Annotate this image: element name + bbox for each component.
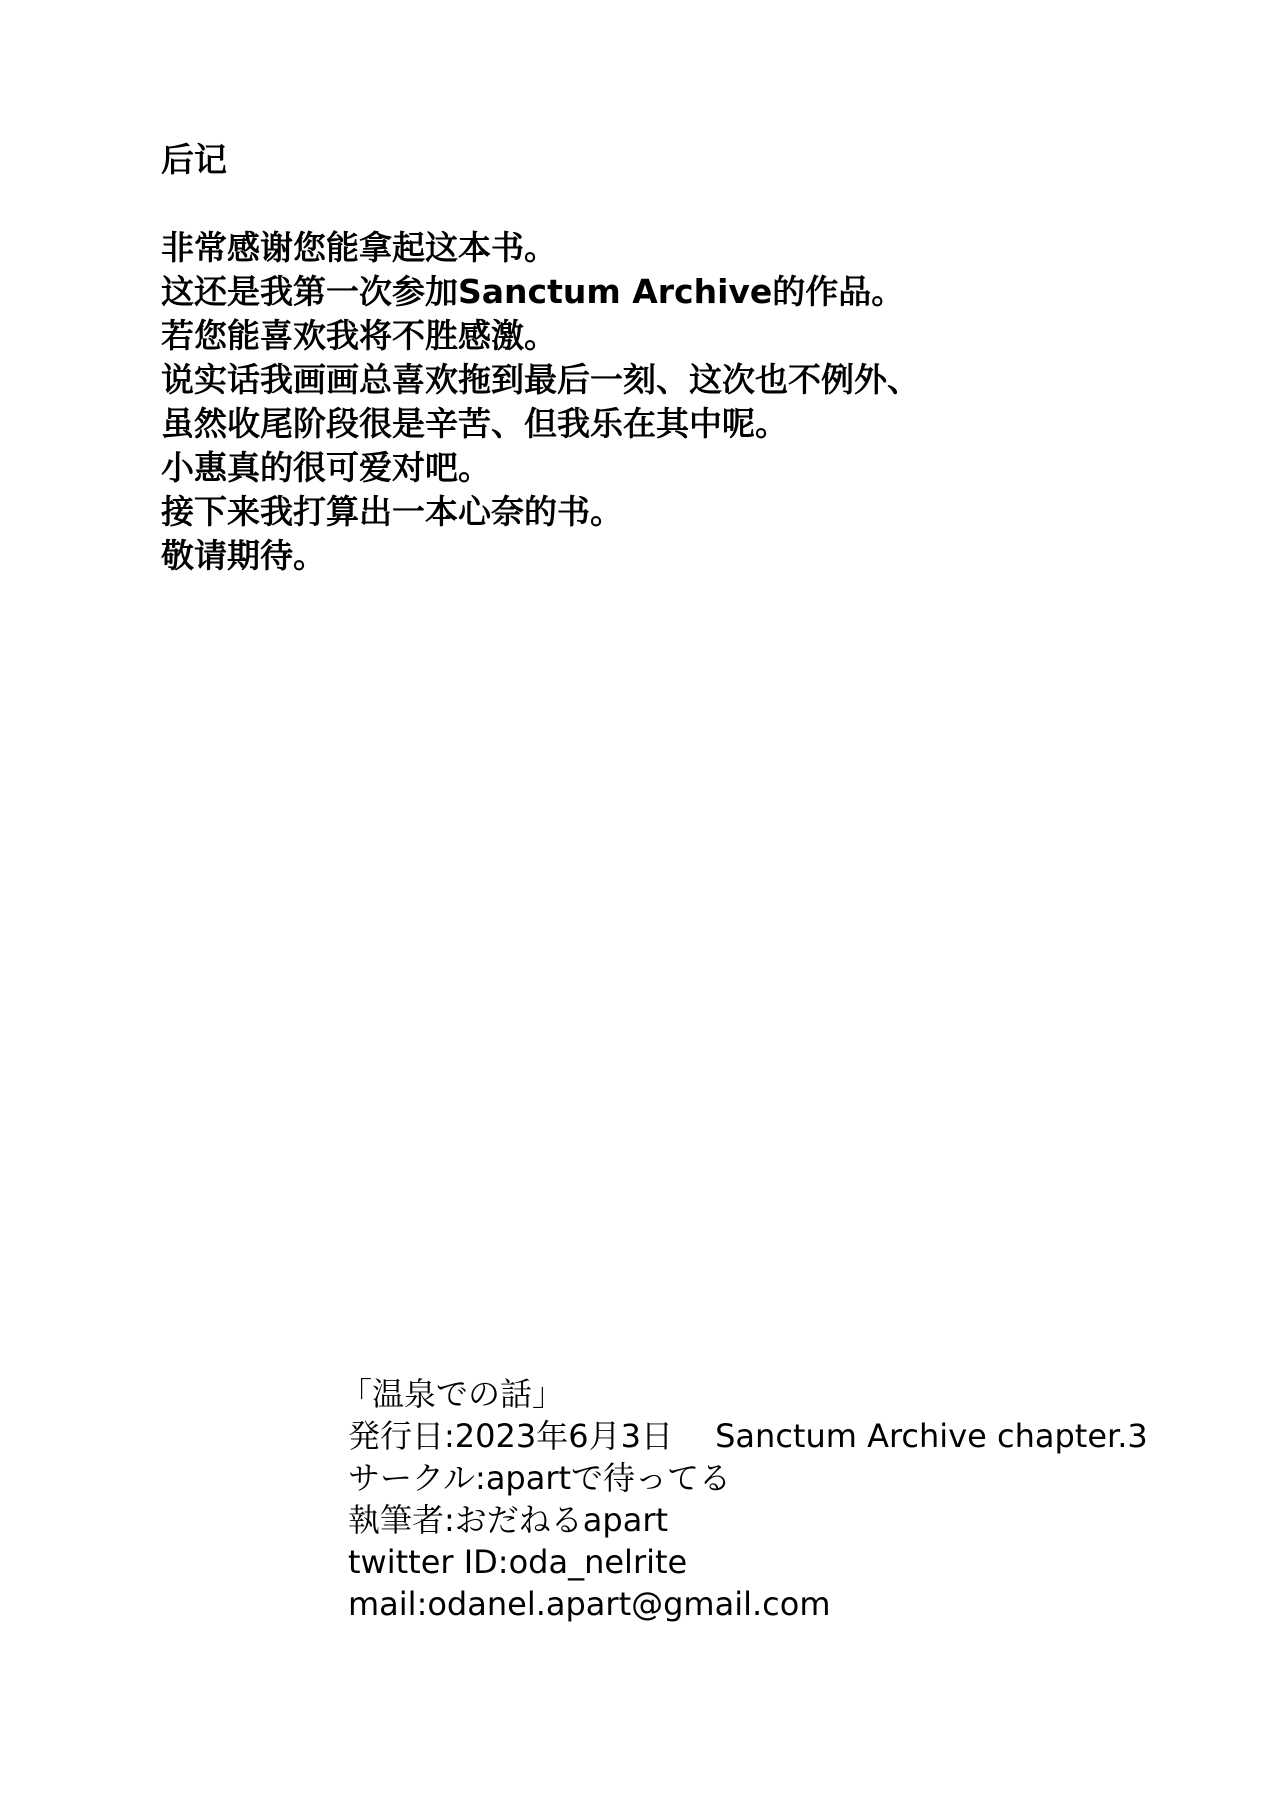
colophon-title: 「温泉での話」	[340, 1375, 565, 1413]
afterword-line: 接下来我打算出一本心奈的书。	[161, 492, 623, 531]
afterword-line: 敬请期待。	[161, 536, 326, 575]
afterword-line: 小惠真的很可爱对吧。	[161, 448, 491, 487]
afterword-line: 这还是我第一次参加Sanctum Archive的作品。	[161, 272, 905, 311]
colophon-author: 執筆者:おだねるapart	[348, 1501, 669, 1539]
afterword-body	[161, 226, 1161, 578]
afterword-line: 非常感谢您能拿起这本书。	[161, 228, 557, 267]
colophon-circle: サークル:apartで待ってる	[348, 1459, 732, 1497]
colophon-publish-date: 発行日:2023年6月3日 Sanctum Archive chapter.3	[348, 1417, 1148, 1455]
afterword-title: 后记	[161, 140, 227, 179]
afterword-section	[161, 140, 1161, 578]
colophon-section	[340, 1373, 1248, 1625]
afterword-line: 若您能喜欢我将不胜感激。	[161, 316, 557, 355]
afterword-line: 虽然收尾阶段很是辛苦、但我乐在其中呢。	[161, 404, 788, 443]
colophon-mail: mail:odanel.apart@gmail.com	[348, 1585, 831, 1623]
colophon-twitter: twitter ID:oda_nelrite	[348, 1543, 688, 1581]
afterword-line: 说实话我画画总喜欢拖到最后一刻、这次也不例外、	[161, 360, 920, 399]
